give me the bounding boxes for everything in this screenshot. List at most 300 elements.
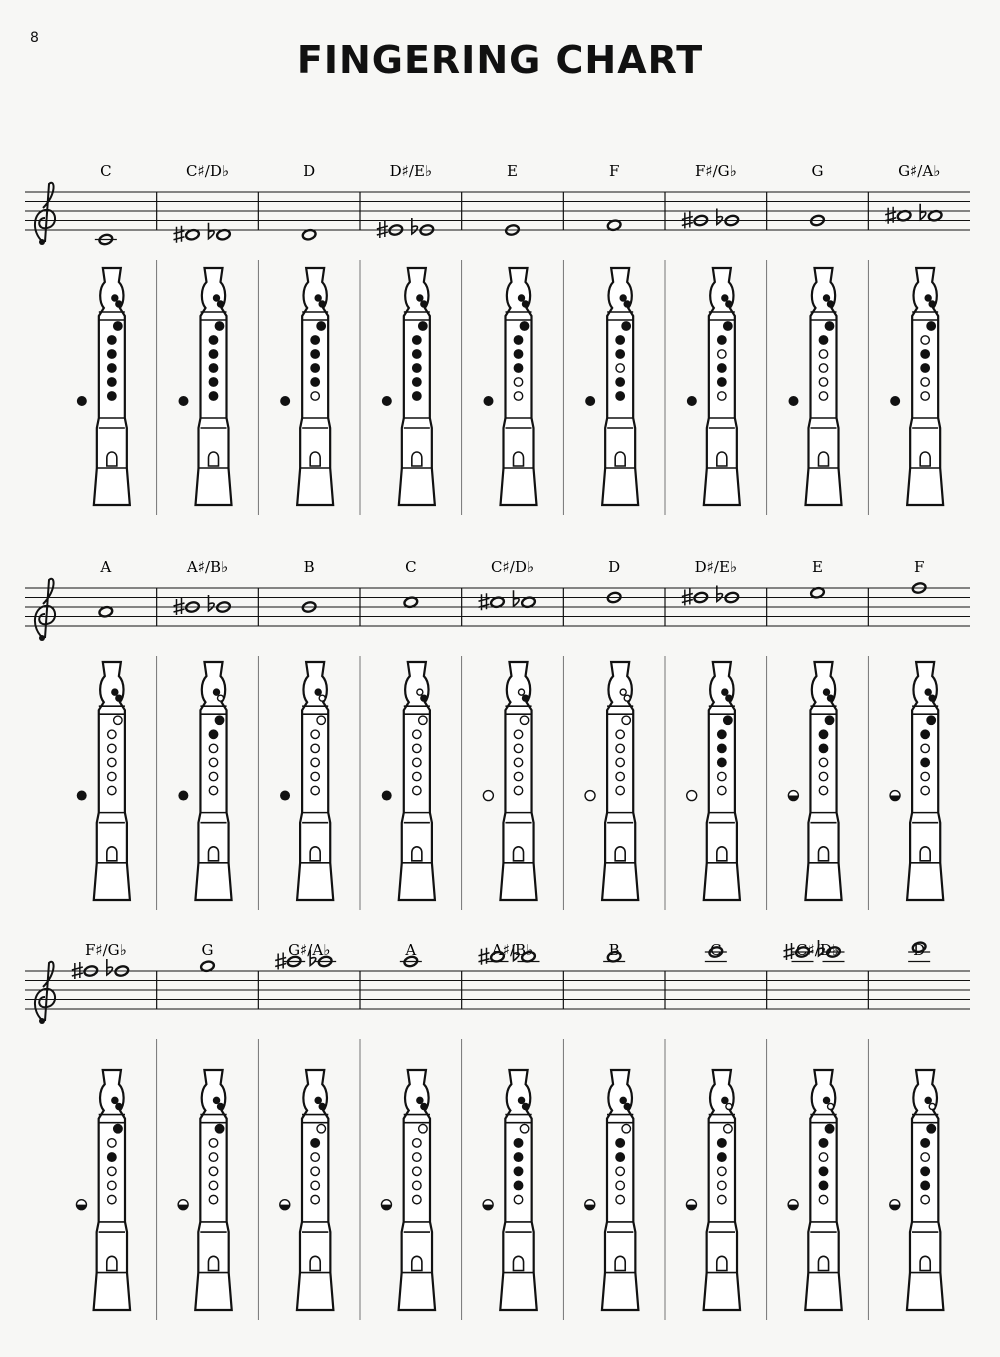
hole-open: [311, 1167, 320, 1176]
hole-open: [413, 1139, 422, 1148]
hole-closed: [722, 689, 728, 695]
window-icon: [208, 847, 218, 861]
hole-closed: [116, 695, 122, 701]
window-icon: [412, 452, 422, 466]
hole-open: [317, 716, 325, 724]
window-icon: [412, 847, 422, 861]
sharp-sign: [885, 207, 896, 224]
hole-open: [108, 758, 116, 766]
hole-closed: [214, 1097, 220, 1103]
note-label: A: [405, 941, 417, 959]
hole-closed: [413, 378, 421, 386]
hole-closed: [317, 322, 325, 330]
note-label: D: [608, 558, 621, 576]
hole-closed: [319, 1103, 325, 1109]
hole-closed: [523, 1103, 529, 1109]
hole-closed: [921, 1139, 930, 1148]
window-icon: [107, 452, 117, 466]
window-icon: [514, 452, 524, 466]
hole-open: [311, 392, 319, 400]
flat-sign: [920, 204, 926, 220]
hole-closed: [214, 689, 220, 695]
hole-open: [718, 350, 726, 358]
note-label: G: [201, 941, 214, 959]
hole-open: [417, 689, 423, 695]
hole-closed: [620, 295, 626, 301]
hole-closed: [514, 1181, 523, 1190]
hole-open: [616, 1167, 625, 1176]
hole-closed: [419, 322, 427, 330]
hole-open: [819, 392, 827, 400]
hole-closed: [417, 1097, 423, 1103]
hole-closed: [724, 716, 732, 724]
hole-open: [413, 772, 421, 780]
thumb-closed: [280, 396, 290, 406]
hole-open: [419, 716, 427, 724]
fingering-column: [462, 162, 537, 515]
hole-closed: [421, 1103, 427, 1109]
hole-open: [209, 1181, 218, 1190]
hole-open: [413, 730, 421, 738]
thumb-closed: [77, 791, 87, 801]
hole-open: [413, 786, 421, 794]
hole-open: [514, 758, 522, 766]
hole-open: [819, 758, 827, 766]
thumb-open: [483, 791, 493, 801]
hole-closed: [108, 1153, 117, 1162]
hole-open: [514, 1195, 523, 1204]
fingering-row: [25, 162, 970, 515]
fingering-column: [767, 162, 842, 515]
window-icon: [717, 1256, 727, 1270]
hole-closed: [209, 336, 217, 344]
note-label: A: [100, 558, 112, 576]
hole-closed: [726, 695, 732, 701]
window-icon: [615, 847, 625, 861]
hole-open: [921, 378, 929, 386]
thumb-closed: [382, 791, 392, 801]
hole-closed: [514, 364, 522, 372]
hole-open: [819, 1153, 828, 1162]
hole-closed: [523, 301, 529, 307]
fingering-column: [360, 558, 435, 910]
fingering-column: [767, 558, 842, 910]
hole-closed: [718, 1153, 727, 1162]
hole-open: [718, 1181, 727, 1190]
hole-open: [311, 786, 319, 794]
hole-closed: [624, 301, 630, 307]
window-icon: [920, 847, 930, 861]
hole-closed: [819, 1139, 828, 1148]
hole-open: [108, 1195, 117, 1204]
sharp-sign: [479, 593, 490, 610]
hole-closed: [114, 322, 122, 330]
hole-closed: [413, 350, 421, 358]
hole-open: [209, 1167, 218, 1176]
sharp-sign: [174, 226, 185, 243]
note-label: E: [812, 558, 823, 576]
hole-open: [622, 1124, 631, 1133]
hole-closed: [921, 758, 929, 766]
note-label: C: [100, 162, 112, 180]
hole-open: [209, 772, 217, 780]
hole-open: [108, 772, 116, 780]
hole-closed: [421, 301, 427, 307]
fingering-column: [258, 941, 336, 1320]
thumb-closed: [280, 791, 290, 801]
window-icon: [920, 1256, 930, 1270]
hole-closed: [927, 716, 935, 724]
hole-open: [413, 758, 421, 766]
fingering-column: [563, 162, 638, 515]
fingering-column: [157, 558, 232, 910]
hole-open: [209, 1153, 218, 1162]
window-icon: [513, 847, 523, 861]
fingering-column: [462, 941, 540, 1320]
hole-closed: [311, 350, 319, 358]
hole-open: [311, 1181, 320, 1190]
hole-closed: [514, 1167, 523, 1176]
hole-closed: [413, 364, 421, 372]
hole-closed: [319, 301, 325, 307]
hole-open: [616, 758, 624, 766]
hole-closed: [311, 1139, 320, 1148]
hole-open: [209, 744, 217, 752]
hole-closed: [925, 295, 931, 301]
hole-closed: [927, 1124, 936, 1133]
note-label: D: [913, 941, 926, 959]
window-icon: [310, 452, 320, 466]
fingering-column: [563, 558, 638, 910]
thumb-closed: [382, 396, 392, 406]
hole-closed: [209, 378, 217, 386]
hole-closed: [215, 716, 223, 724]
hole-closed: [519, 1097, 525, 1103]
hole-closed: [116, 1103, 122, 1109]
hole-closed: [413, 392, 421, 400]
hole-closed: [616, 350, 624, 358]
hole-open: [921, 772, 929, 780]
hole-open: [108, 1181, 117, 1190]
hole-closed: [616, 378, 624, 386]
window-icon: [818, 1256, 828, 1270]
hole-open: [108, 730, 116, 738]
hole-open: [624, 695, 630, 701]
note-label: B: [608, 941, 620, 959]
hole-closed: [819, 1181, 828, 1190]
note-label: F: [608, 162, 620, 180]
thumb-open: [585, 791, 595, 801]
hole-closed: [722, 295, 728, 301]
hole-open: [108, 786, 116, 794]
hole-open: [921, 336, 929, 344]
hole-open: [616, 772, 624, 780]
hole-closed: [209, 730, 217, 738]
hole-open: [921, 1153, 930, 1162]
window-icon: [412, 1256, 422, 1270]
hole-closed: [929, 695, 935, 701]
hole-closed: [315, 295, 321, 301]
hole-closed: [824, 689, 830, 695]
note-label: A♯/B♭: [491, 941, 534, 959]
hole-closed: [726, 301, 732, 307]
fingering-column: [563, 941, 638, 1320]
window-icon: [107, 847, 117, 861]
hole-closed: [718, 364, 726, 372]
hole-closed: [824, 295, 830, 301]
hole-open: [108, 744, 116, 752]
window-icon: [920, 452, 930, 466]
hole-closed: [722, 1097, 728, 1103]
note-label: G♯/A♭: [898, 162, 941, 180]
fingering-column: [665, 941, 740, 1320]
hole-open: [520, 1124, 529, 1133]
hole-closed: [209, 392, 217, 400]
hole-open: [108, 1167, 117, 1176]
hole-closed: [921, 1167, 930, 1176]
hole-closed: [718, 336, 726, 344]
hole-open: [718, 786, 726, 794]
fingering-column: [77, 558, 130, 900]
hole-closed: [209, 364, 217, 372]
window-icon: [310, 847, 320, 861]
fingering-column: [157, 941, 232, 1320]
hole-open: [209, 1139, 218, 1148]
note-label: E: [507, 162, 518, 180]
hole-closed: [514, 350, 522, 358]
hole-open: [718, 392, 726, 400]
hole-closed: [108, 392, 116, 400]
hole-open: [413, 1181, 422, 1190]
hole-closed: [819, 1167, 828, 1176]
thumb-closed: [687, 396, 697, 406]
hole-closed: [417, 295, 423, 301]
hole-closed: [616, 336, 624, 344]
fingering-column: [360, 941, 435, 1320]
fingering-column: [665, 162, 740, 515]
hole-open: [514, 772, 522, 780]
hole-closed: [819, 730, 827, 738]
hole-open: [311, 1153, 320, 1162]
hole-closed: [718, 744, 726, 752]
fingering-row: [25, 558, 970, 910]
hole-closed: [421, 695, 427, 701]
window-icon: [819, 452, 829, 466]
thumb-closed: [77, 396, 87, 406]
note-label: F♯/G♭: [694, 162, 737, 180]
hole-open: [616, 744, 624, 752]
fingering-column: [77, 162, 130, 505]
hole-closed: [620, 1097, 626, 1103]
hole-open: [616, 1181, 625, 1190]
hole-open: [311, 772, 319, 780]
fingering-column: [868, 162, 943, 515]
hole-closed: [724, 322, 732, 330]
note-label: G♯/A♭: [288, 941, 331, 959]
hole-closed: [214, 295, 220, 301]
window-icon: [107, 1256, 117, 1270]
hole-closed: [616, 392, 624, 400]
note-label: C: [405, 558, 417, 576]
flat-sign: [514, 590, 520, 606]
hole-closed: [825, 716, 833, 724]
hole-open: [718, 1167, 727, 1176]
hole-closed: [315, 1097, 321, 1103]
hole-open: [209, 1195, 218, 1204]
hole-closed: [718, 1139, 727, 1148]
hole-closed: [218, 301, 224, 307]
hole-closed: [514, 1139, 523, 1148]
hole-closed: [828, 301, 834, 307]
hole-open: [514, 786, 522, 794]
hole-open: [209, 786, 217, 794]
hole-open: [726, 1103, 732, 1109]
flat-sign: [209, 223, 215, 239]
hole-open: [419, 1124, 428, 1133]
flat-sign: [107, 959, 113, 975]
hole-closed: [108, 364, 116, 372]
hole-open: [413, 1195, 422, 1204]
page-title: FINGERING CHART: [296, 38, 704, 82]
page-number: 8: [30, 30, 39, 46]
hole-closed: [315, 689, 321, 695]
hole-closed: [114, 1124, 123, 1133]
hole-closed: [718, 730, 726, 738]
hole-open: [311, 1195, 320, 1204]
hole-open: [616, 730, 624, 738]
hole-closed: [925, 1097, 931, 1103]
hole-closed: [616, 1139, 625, 1148]
fingering-row: [25, 940, 970, 1320]
thumb-closed: [585, 396, 595, 406]
hole-open: [519, 689, 525, 695]
note-label: F♯/G♭: [84, 941, 127, 959]
hole-open: [819, 772, 827, 780]
hole-open: [319, 695, 325, 701]
hole-closed: [112, 295, 118, 301]
hole-open: [718, 1195, 727, 1204]
hole-open: [520, 716, 528, 724]
hole-closed: [925, 689, 931, 695]
hole-closed: [514, 1153, 523, 1162]
hole-closed: [520, 322, 528, 330]
hole-open: [616, 786, 624, 794]
hole-open: [514, 392, 522, 400]
hole-open: [819, 364, 827, 372]
note-label: A♯/B♭: [186, 558, 229, 576]
hole-closed: [116, 301, 122, 307]
hole-open: [819, 1195, 828, 1204]
hole-open: [209, 758, 217, 766]
hole-open: [413, 1153, 422, 1162]
hole-closed: [616, 1153, 625, 1162]
fingering-column: [157, 162, 232, 515]
fingering-column: [665, 558, 740, 910]
hole-closed: [209, 350, 217, 358]
hole-closed: [218, 1103, 224, 1109]
hole-closed: [624, 1103, 630, 1109]
hole-closed: [514, 336, 522, 344]
hole-closed: [112, 689, 118, 695]
fingering-column: [258, 558, 333, 910]
hole-closed: [523, 695, 529, 701]
hole-closed: [413, 336, 421, 344]
hole-closed: [825, 322, 833, 330]
thumb-open: [687, 791, 697, 801]
thumb-closed: [890, 396, 900, 406]
hole-closed: [112, 1097, 118, 1103]
hole-open: [616, 1195, 625, 1204]
hole-closed: [108, 378, 116, 386]
hole-closed: [825, 1124, 834, 1133]
hole-open: [413, 1167, 422, 1176]
sharp-sign: [479, 948, 490, 965]
thumb-closed: [178, 791, 188, 801]
fingering-column: [767, 940, 845, 1320]
window-icon: [513, 1256, 523, 1270]
hole-open: [819, 378, 827, 386]
hole-open: [514, 744, 522, 752]
hole-closed: [921, 730, 929, 738]
note-label: B: [303, 558, 315, 576]
window-icon: [615, 452, 625, 466]
fingering-column: [360, 162, 435, 515]
hole-closed: [824, 1097, 830, 1103]
hole-open: [921, 786, 929, 794]
hole-open: [317, 1124, 326, 1133]
hole-open: [620, 689, 626, 695]
hole-open: [108, 1139, 117, 1148]
hole-open: [311, 730, 319, 738]
hole-open: [718, 772, 726, 780]
hole-closed: [108, 336, 116, 344]
hole-open: [819, 786, 827, 794]
hole-closed: [921, 364, 929, 372]
hole-closed: [828, 695, 834, 701]
hole-open: [921, 1195, 930, 1204]
hole-closed: [929, 301, 935, 307]
thumb-closed: [484, 396, 494, 406]
hole-closed: [311, 378, 319, 386]
note-label: D: [303, 162, 316, 180]
hole-open: [622, 716, 630, 724]
hole-closed: [311, 336, 319, 344]
hole-open: [311, 758, 319, 766]
hole-open: [724, 1124, 733, 1133]
window-icon: [717, 847, 727, 861]
hole-open: [828, 1103, 834, 1109]
hole-closed: [819, 336, 827, 344]
hole-closed: [519, 295, 525, 301]
hole-closed: [921, 1181, 930, 1190]
note-label: C♯/D♭: [491, 558, 534, 576]
hole-closed: [927, 322, 935, 330]
hole-closed: [718, 758, 726, 766]
window-icon: [818, 847, 828, 861]
note-label: G: [811, 162, 824, 180]
note-label: F: [913, 558, 925, 576]
hole-closed: [215, 1124, 224, 1133]
hole-open: [218, 695, 224, 701]
note-label: D♯/E♭: [389, 162, 433, 180]
hole-closed: [718, 378, 726, 386]
hole-open: [114, 716, 122, 724]
note-label: C♯/D♭: [186, 162, 229, 180]
hole-open: [921, 392, 929, 400]
hole-closed: [622, 322, 630, 330]
hole-open: [929, 1103, 935, 1109]
note-label: D♯/E♭: [694, 558, 738, 576]
